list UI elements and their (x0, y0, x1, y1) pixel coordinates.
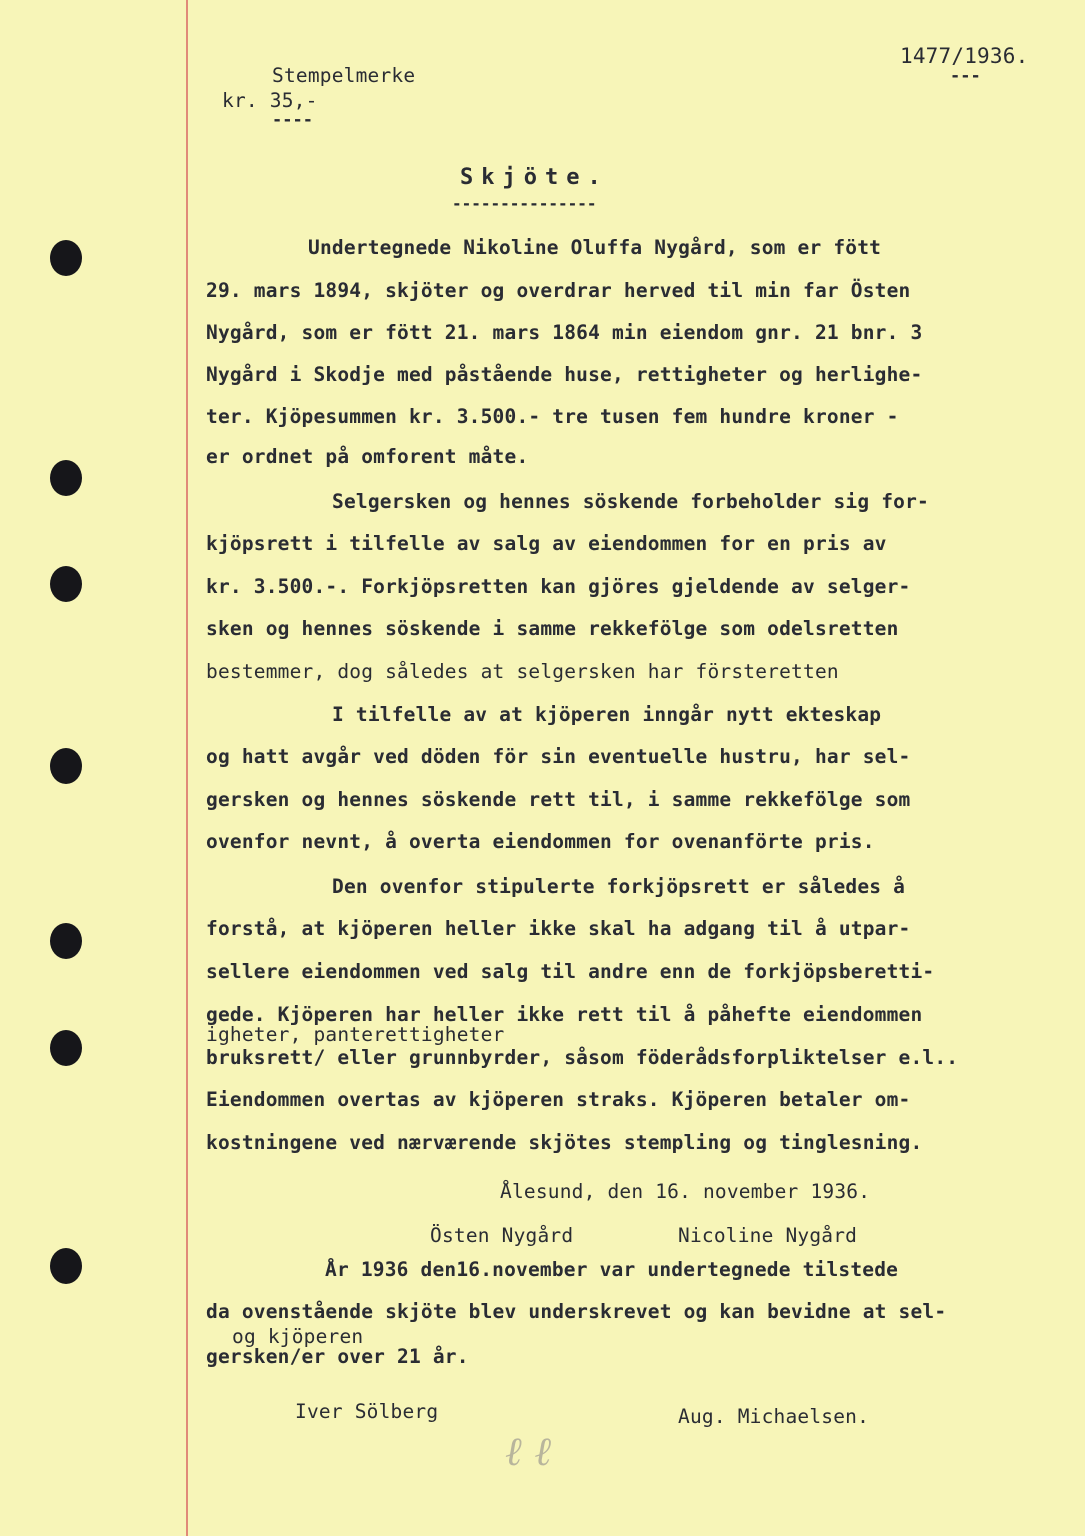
punch-hole (50, 748, 82, 784)
body-line: er ordnet på omforent måte. (206, 445, 529, 468)
body-line: Den ovenfor stipulerte forkjöpsrett er således å (332, 875, 906, 898)
witness-signature-first: Iver Sölberg (295, 1400, 439, 1423)
body-line: kjöpsrett i tilfelle av salg av eiendommen for en pris av (206, 532, 887, 555)
margin-line (186, 0, 188, 1536)
place-date: Ålesund, den 16. november 1936. (500, 1180, 871, 1203)
signature-seller: Nicoline Nygård (678, 1224, 858, 1247)
body-line: forstå, at kjöperen heller ikke skal ha adgang til å utpar- (206, 917, 911, 940)
body-line: Selgersken og hennes söskende forbeholder sig for- (332, 490, 929, 513)
stamp-rule: ---- (272, 110, 313, 130)
body-line: Nygård i Skodje med påstående huse, rettigheter og herlighe- (206, 363, 923, 386)
title-underline: --------------- (452, 194, 597, 213)
body-line: bruksrett/ eller grunnbyrder, såsom föderådsforpliktelser e.l.. (206, 1046, 959, 1069)
body-line: gersken og hennes söskende rett til, i samme rekkefölge som (206, 788, 911, 811)
body-line: ovenfor nevnt, å overta eiendommen for ovenanförte pris. (206, 830, 875, 853)
body-insertion: igheter, panterettigheter (206, 1023, 505, 1046)
body-line: Undertegnede Nikoline Oluffa Nygård, som er fött (308, 236, 882, 259)
body-line: kr. 3.500.-. Forkjöpsretten kan gjöres gjeldende av selger- (206, 575, 911, 598)
document-title: Skjöte. (460, 165, 609, 190)
signature-buyer: Östen Nygård (430, 1224, 574, 1247)
witness-line: År 1936 den16.november var undertegnede tilstede (325, 1258, 899, 1281)
body-line: og hatt avgår ved döden för sin eventuelle hustru, har sel- (206, 745, 911, 768)
stamp-label: Stempelmerke (272, 64, 416, 87)
stamp-amount: kr. 35,- (222, 89, 318, 112)
witness-line: da ovenstående skjöte blev underskrevet og kan bevidne at sel- (206, 1300, 947, 1323)
body-line: sken og hennes söskende i samme rekkefölge som odelsretten (206, 617, 899, 640)
punch-hole (50, 240, 82, 276)
body-line: kostningene ved nærværende skjötes stempling og tinglesning. (206, 1131, 923, 1154)
document-number: 1477/1936. (900, 44, 1029, 68)
witness-line: gersken/er over 21 år. (206, 1345, 469, 1368)
body-line: ter. Kjöpesummen kr. 3.500.- tre tusen fem hundre kroner - (206, 405, 899, 428)
body-line: gede. Kjöperen har heller ikke rett til å påhefte eiendommen (206, 1003, 923, 1026)
witness-signature-second: Aug. Michaelsen. (678, 1405, 870, 1428)
punch-hole (50, 1248, 82, 1284)
handwritten-initials: ℓ ℓ (505, 1429, 552, 1475)
body-line: bestemmer, dog således at selgersken har försteretten (206, 660, 839, 683)
body-line: I tilfelle av at kjöperen inngår nytt ekteskap (332, 703, 882, 726)
punch-hole (50, 1030, 82, 1066)
body-line: Eiendommen overtas av kjöperen straks. Kjöperen betaler om- (206, 1088, 911, 1111)
punch-hole (50, 566, 82, 602)
document-number-rule: --- (950, 66, 981, 86)
punch-hole (50, 923, 82, 959)
punch-hole (50, 460, 82, 496)
body-line: 29. mars 1894, skjöter og overdrar herved til min far Östen (206, 279, 911, 302)
witness-insertion: og kjöperen (232, 1325, 364, 1348)
body-line: sellere eiendommen ved salg til andre enn de forkjöpsberetti- (206, 960, 935, 983)
body-line: Nygård, som er fött 21. mars 1864 min eiendom gnr. 21 bnr. 3 (206, 321, 923, 344)
